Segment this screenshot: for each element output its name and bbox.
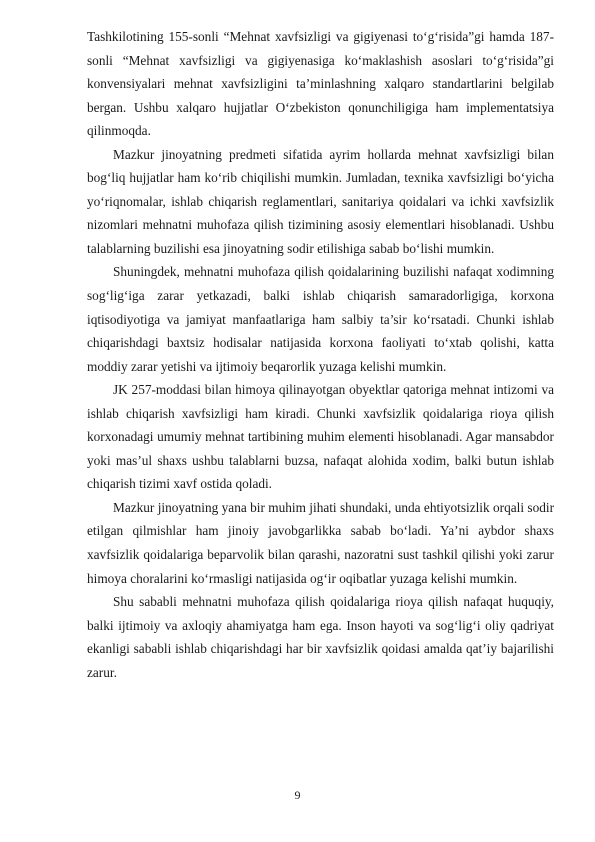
paragraph: Shu sababli mehnatni muhofaza qilish qoidalariga rioya qilish nafaqat huquqiy, balki ijtimoiy va axloqiy ahamiyatga ham ega. Inson hayoti va sog‘lig‘i oliy qadriyat ekanligi sababli ishlab chiqarishdagi har bir xavfsizlik qoidasi amalda qat’iy bajarilishi zarur. bbox=[87, 594, 554, 680]
paragraph: Tashkilotining 155-sonli “Mehnat xavfsizligi va gigiyenasi to‘g‘risida”gi hamda 187-sonli “Mehnat xavfsizligi va gigiyenasiga ko‘maklashish asoslari to‘g‘risida”gi konvensiyalari mehnat xavfsizligini ta’minlashning xalqaro standartlarini belgilab bergan. Ushbu xalqaro hujjatlar O‘zbekiston qonunchiligiga ham implementatsiya qilinmoqda. bbox=[87, 29, 554, 139]
page-number: 9 bbox=[294, 788, 301, 802]
paragraph: JK 257-moddasi bilan himoya qilinayotgan obyektlar qatoriga mehnat intizomi va ishlab chiqarish xavfsizligi ham kiradi. Chunki xavfsizlik qoidalariga rioya qilish korxonadagi umumiy mehnat tartibining muhim elementi hisoblanadi. Agar mansabdor yoki mas’ul shaxs ushbu talablarni buzsa, nafaqat alohida xodim, balki butun ishlab chiqarish tizimi xavf ostida qoladi. bbox=[87, 382, 554, 492]
paragraph: Mazkur jinoyatning predmeti sifatida ayrim hollarda mehnat xavfsizligi bilan bog‘liq hujjatlar ham ko‘rib chiqilishi mumkin. Jumladan, texnika xavfsizligi bo‘yicha yo‘riqnomalar, ishlab chiqarish reglamentlari, sanitariya qoidalari va ichki xavfsizlik nizomlari mehnatni muhofaza qilish tizimining asosiy elementlari hisoblanadi. Ushbu talablarning buzilishi esa jinoyatning sodir etilishiga sabab bo‘lishi mumkin. bbox=[87, 146, 554, 256]
paragraph: Shuningdek, mehnatni muhofaza qilish qoidalarining buzilishi nafaqat xodimning sog‘lig‘iga zarar yetkazadi, balki ishlab chiqarish samaradorligiga, korxona iqtisodiyotiga va jamiyat manfaatlariga ham salbiy ta’sir ko‘rsatadi. Chunki ishlab chiqarishdagi baxtsiz hodisalar natijasida korxona faoliyati to‘xtab qolishi, katta moddiy zarar yetishi va ijtimoiy beqarorlik yuzaga kelishi mumkin. bbox=[87, 264, 554, 374]
paragraph: Mazkur jinoyatning yana bir muhim jihati shundaki, unda ehtiyotsizlik orqali sodir etilgan qilmishlar ham jinoiy javobgarlikka sabab bo‘ladi. Ya’ni aybdor shaxs xavfsizlik qoidalariga beparvolik bilan qarashi, nazoratni sust tashkil qilishi yoki zarur himoya choralarini ko‘rmasligi natijasida og‘ir oqibatlar yuzaga kelishi mumkin. bbox=[87, 499, 554, 586]
body-text bbox=[87, 25, 554, 684]
